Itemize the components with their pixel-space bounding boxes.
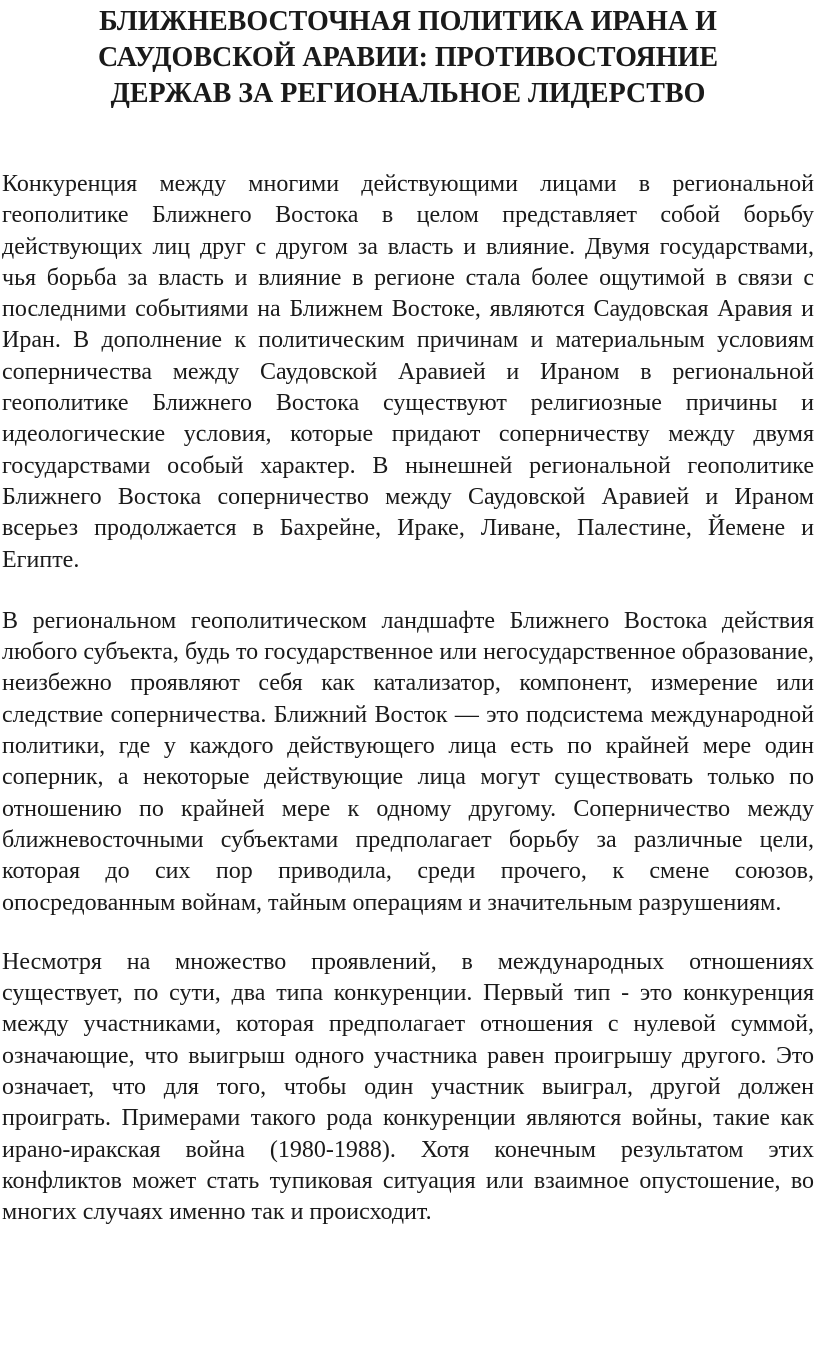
document-title <box>2 0 814 112</box>
paragraph-3: Несмотря на множество проявлений, в международных отношениях существует, по сути, два типа конкуренции. Первый тип - это конкуренция между участниками, которая предполагает отношения с нулевой суммой, означающие, что выигрыш одного участника равен проигрышу другого. Это означает, что для того, чтобы один участник выиграл, другой должен проиграть. Примерами такого рода конкуренции являются войны, такие как ирано-иракская война (1980-1988). Хотя конечным результатом этих конфликтов может стать тупиковая ситуация или взаимное опустошение, во многих случаях именно так и происходит. <box>2 948 814 1226</box>
title-line: САУДОВСКОЙ АРАВИИ: ПРОТИВОСТОЯНИЕ <box>97 42 719 73</box>
paragraph-2: В региональном геополитическом ландшафте Ближнего Востока действия любого субъекта, будь то государственное или негосударственное образование, неизбежно проявляют себя как катализатор, компонент, измерение или следствие соперничества. Ближний Восток — это подсистема международной политики, где у каждого действующего лица есть по крайней мере один соперник, а некоторые действующие лица могут существовать только по отношению по крайней мере к одному другому. Соперничество между ближневосточными субъектами предполагает борьбу за различные цели, которая до сих пор приводила, среди прочего, к смене союзов, опосредованным войнам, тайным операциям и значительным разрушениям. <box>2 607 814 916</box>
title-line: ДЕРЖАВ ЗА РЕГИОНАЛЬНОЕ ЛИДЕРСТВО <box>110 78 706 109</box>
title-line: БЛИЖНЕВОСТОЧНАЯ ПОЛИТИКА ИРАНА И <box>99 6 717 37</box>
paragraph-1: Конкуренция между многими действующими лицами в региональной геополитике Ближнего Востока в целом представляет собой борьбу действующих лиц друг с другом за власть и влияние. Двумя государствами, чья борьба за власть и влияние в регионе стала более ощутимой в связи с последними событиями на Ближнем Востоке, являются Саудовская Аравия и Иран. В дополнение к политическим причинам и материальным условиям соперничества между Саудовской Аравией и Ираном в региональной геополитике Ближнего Востока существуют религиозные причины и идеологические условия, которые придают соперничеству между двумя государствами особый характер. В нынешней региональной геополитике Ближнего Востока соперничество между Саудовской Аравией и Ираном всерьез продолжается в Бахрейне, Ираке, Ливане, Палестине, Йемене и Египте. <box>2 171 814 573</box>
